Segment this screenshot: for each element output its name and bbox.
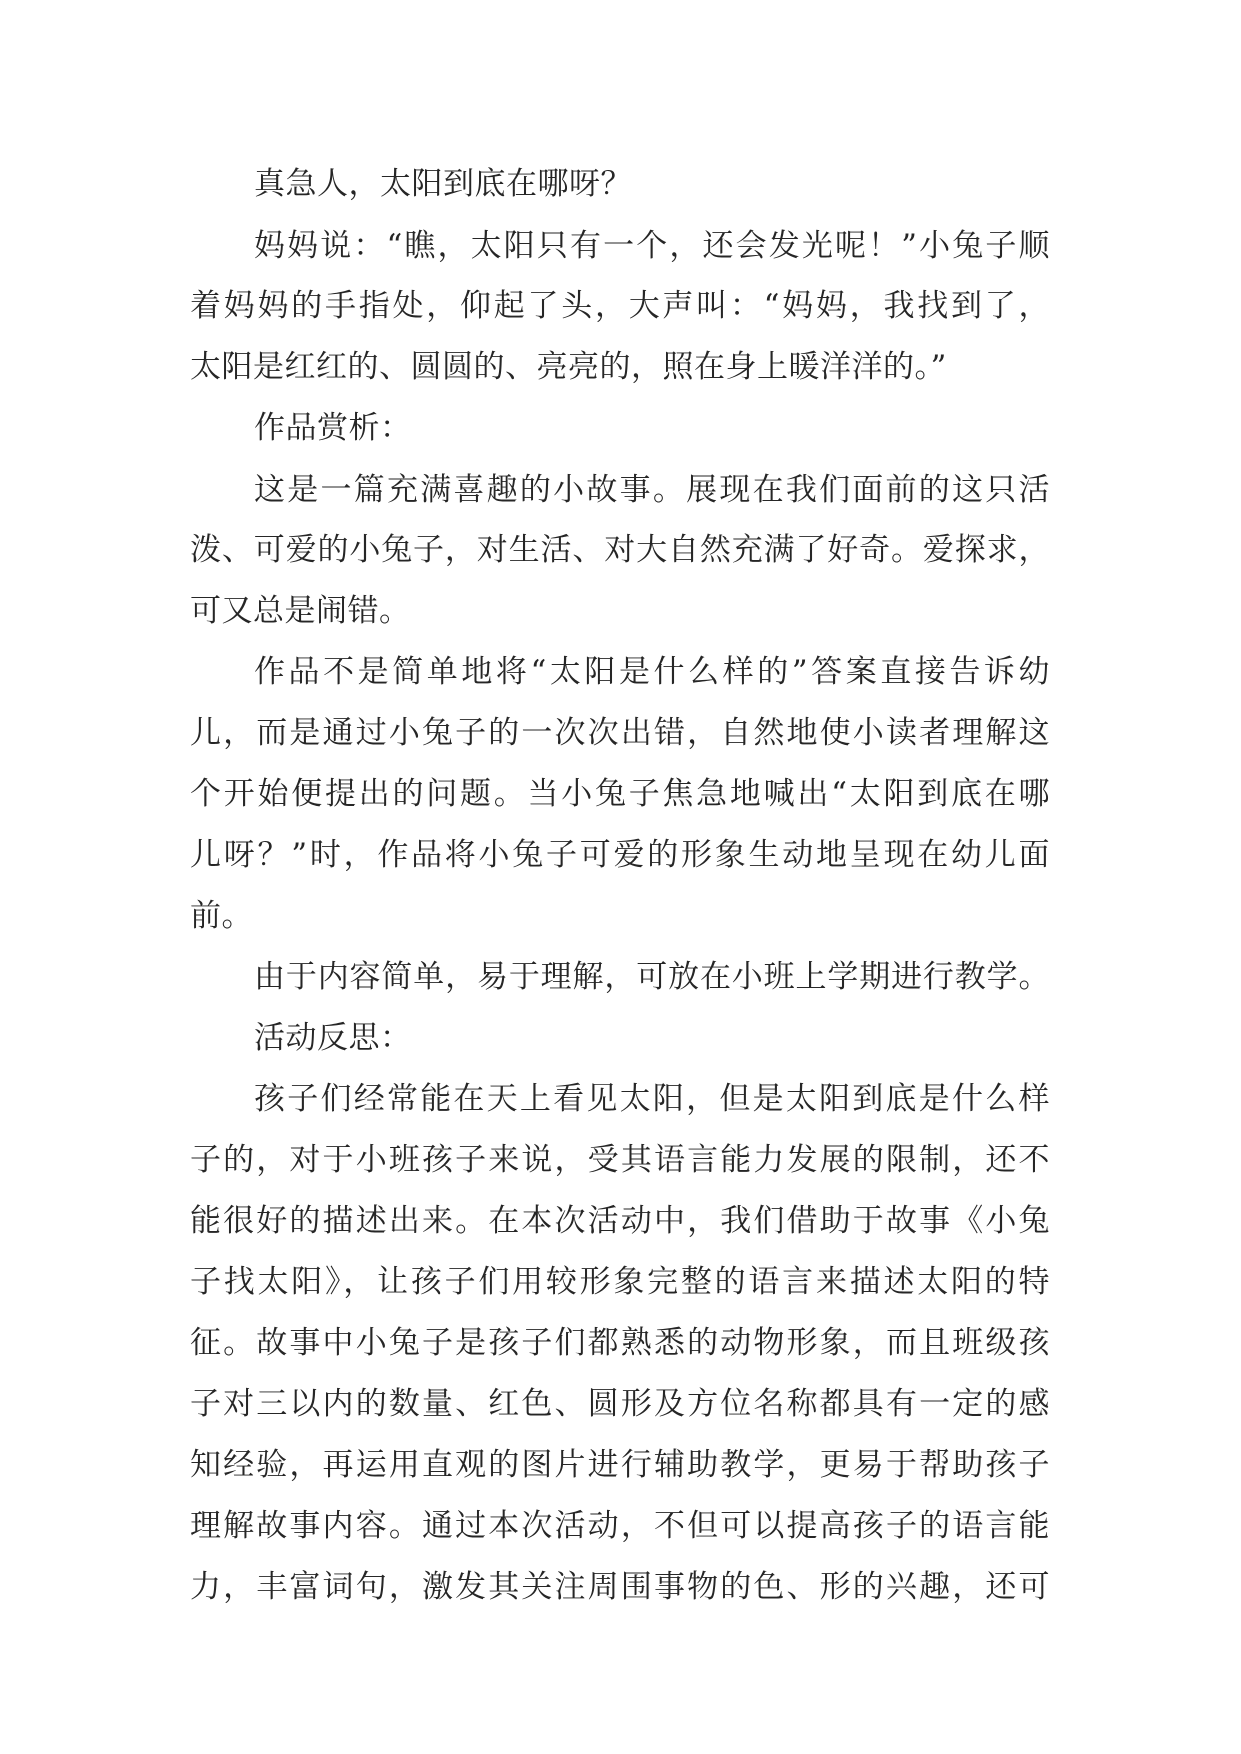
text-line: 由于内容简单，易于理解，可放在小班上学期进行教学。 xyxy=(254,959,1050,995)
text-line: 孩子们经常能在天上看见太阳，但是太阳到底是什么样 xyxy=(254,1081,1050,1117)
text-line: 个开始便提出的问题。当小兔子焦急地喊出“太阳到底在哪 xyxy=(190,776,1050,812)
text-line: 子对三以内的数量、红色、圆形及方位名称都具有一定的感 xyxy=(190,1386,1050,1422)
text-line: 力，丰富词句，激发其关注周围事物的色、形的兴趣，还可 xyxy=(190,1569,1050,1605)
text-line: 妈妈说：“瞧，太阳只有一个，还会发光呢！”小兔子顺 xyxy=(254,228,1050,264)
text-line: 着妈妈的手指处，仰起了头，大声叫：“妈妈，我找到了， xyxy=(190,288,1050,324)
text-line: 征。故事中小兔子是孩子们都熟悉的动物形象，而且班级孩 xyxy=(190,1325,1050,1361)
text-line: 活动反思： xyxy=(254,1020,412,1056)
text-line: 知经验，再运用直观的图片进行辅助教学，更易于帮助孩子 xyxy=(190,1447,1050,1483)
text-line: 这是一篇充满喜趣的小故事。展现在我们面前的这只活 xyxy=(254,472,1050,508)
text-line: 理解故事内容。通过本次活动，不但可以提高孩子的语言能 xyxy=(190,1508,1050,1544)
text-line: 子找太阳》，让孩子们用较形象完整的语言来描述太阳的特 xyxy=(190,1264,1050,1300)
text-line: 太阳是红红的、圆圆的、亮亮的，照在身上暖洋洋的。” xyxy=(190,349,947,385)
text-line: 儿呀？”时，作品将小兔子可爱的形象生动地呈现在幼儿面 xyxy=(190,837,1050,873)
text-line: 子的，对于小班孩子来说，受其语言能力发展的限制，还不 xyxy=(190,1142,1050,1178)
text-line: 能很好的描述出来。在本次活动中，我们借助于故事《小兔 xyxy=(190,1203,1050,1239)
text-line: 儿，而是通过小兔子的一次次出错，自然地使小读者理解这 xyxy=(190,715,1050,751)
text-line: 泼、可爱的小兔子，对生活、对大自然充满了好奇。爱探求， xyxy=(190,532,1050,568)
text-line: 作品不是简单地将“太阳是什么样的”答案直接告诉幼 xyxy=(254,654,1050,690)
text-line: 作品赏析： xyxy=(254,410,412,446)
text-line: 可又总是闹错。 xyxy=(190,593,411,629)
text-line: 真急人，太阳到底在哪呀？ xyxy=(254,166,632,202)
text-line: 前。 xyxy=(190,898,253,934)
